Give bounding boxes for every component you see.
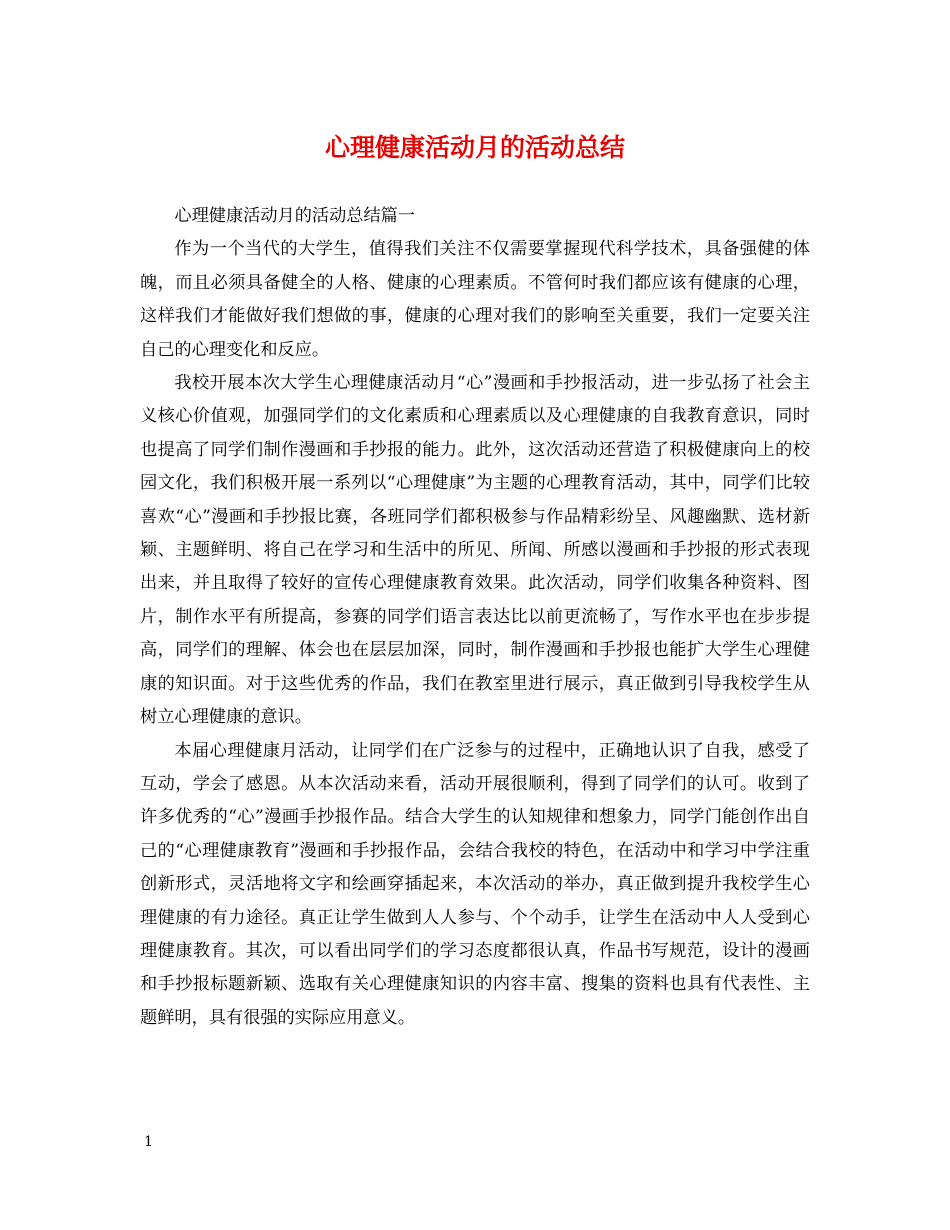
section-heading: 心理健康活动月的活动总结篇一 bbox=[174, 206, 416, 226]
body-paragraph: 作为一个当代的大学生，值得我们关注不仅需要掌握现代科学技术，具备强健的体魄，而且必须具备健全的人格、健康的心理素质。不管何时我们都应该有健康的心理，这样我们才能做好我们想做的事，健康的心理对我们的影响至关重要，我们一定要关注自己的心理变化和反应。 bbox=[140, 239, 810, 360]
document-body bbox=[140, 200, 810, 1035]
body-paragraph: 本届心理健康月活动，让同学们在广泛参与的过程中，正确地认识了自我，感受了互动，学会了感恩。从本次活动来看，活动开展很顺利，得到了同学们的认可。收到了许多优秀的“心”漫画手抄报作品。结合大学生的认知规律和想象力，同学门能创作出自己的“心理健康教育”漫画和手抄报作品，会结合我校的特色，在活动中和学习中学注重创新形式，灵活地将文字和绘画穿插起来，本次活动的举办，真正做到提升我校学生心理健康的有力途径。真正让学生做到人人参与、个个动手，让学生在活动中人人受到心理健康教育。其次，可以看出同学们的学习态度都很认真，作品书写规范，设计的漫画和手抄报标题新颖、选取有关心理健康知识的内容丰富、搜集的资料也具有代表性、主题鲜明，具有很强的实际应用意义。 bbox=[140, 740, 810, 1028]
document-title: 心理健康活动月的活动总结 bbox=[324, 133, 625, 162]
body-paragraph: 我校开展本次大学生心理健康活动月“心”漫画和手抄报活动，进一步弘扬了社会主义核心价值观，加强同学们的文化素质和心理素质以及心理健康的自我教育意识，同时也提高了同学们制作漫画和手抄报的能力。此外，这次活动还营造了积极健康向上的校园文化，我们积极开展一系列以“心理健康”为主题的心理教育活动，其中，同学们比较喜欢“心”漫画和手抄报比赛，各班同学们都积极参与作品精彩纷呈、风趣幽默、选材新颖、主题鲜明、将自己在学习和生活中的所见、所闻、所感以漫画和手抄报的形式表现出来，并且取得了较好的宣传心理健康教育效果。此次活动，同学们收集各种资料、图片，制作水平有所提高，参赛的同学们语言表达比以前更流畅了，写作水平也在步步提高，同学们的理解、体会也在层层加深，同时，制作漫画和手抄报也能扩大学生心理健康的知识面。对于这些优秀的作品，我们在教室里进行展示，真正做到引导我校学生从树立心理健康的意识。 bbox=[140, 373, 810, 728]
page-number: 1 bbox=[144, 1134, 153, 1150]
